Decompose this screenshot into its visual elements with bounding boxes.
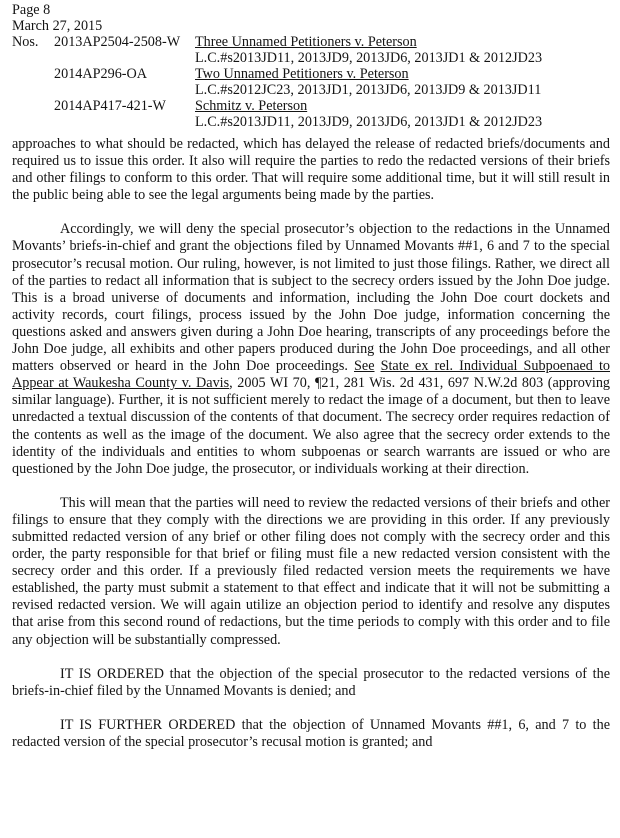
case-number: 2014AP417-421-W [54, 98, 166, 114]
lower-court-numbers: L.C.#s2013JD11, 2013JD9, 2013JD6, 2013JD1 & 2012JD23 [195, 50, 543, 66]
lower-court-numbers: L.C.#s2012JC23, 2013JD1, 2013JD6, 2013JD9 & 2013JD11 [195, 82, 542, 98]
paragraph-ruling [12, 221, 610, 477]
ruling-text: Accordingly, we will deny the special prosecutor’s objection to the redactions in the Unnamed Movants’ briefs-in-chief and grant the objections filed by Unnamed Movants ##1, 6 and 7 to the special prosecutor’s recusal motion. Our ruling, however, is not limited to just those filings. Rather, we direct all of the parties to redact all information that is subject to the secrecy orders issued by the John Doe judge. This is a broad universe of documents and information, including the John Doe court dockets and activity records, court filings, process issued by the John Doe judge, information concerning the questions asked and answers given during a John Doe hearing, transcripts of any proceedings before the John Doe judge, all exhibits and other papers produced during the John Doe proceedings, and all other matters observed or heard in the John Doe proceedings. [12, 221, 610, 375]
lower-court-numbers: L.C.#s2013JD11, 2013JD9, 2013JD6, 2013JD1 & 2012JD23 [195, 114, 543, 130]
case-number: 2013AP2504-2508-W [54, 34, 181, 50]
order-paragraph-1: IT IS ORDERED that the objection of the special prosecutor to the redacted versions of the briefs-in-chief filed by the Unnamed Movants is denied; and [12, 665, 610, 699]
document-body [12, 136, 610, 751]
case-title: Schmitz v. Peterson [195, 98, 308, 114]
order-paragraph-2: IT IS FURTHER ORDERED that the objection of Unnamed Movants ##1, 6, and 7 to the redacted version of the special prosecutor’s recusal motion is granted; and [12, 716, 610, 750]
paragraph-review: This will mean that the parties will need to review the redacted versions of their briefs and other filings to ensure that they comply with the directions we are providing in this order. If any previously submitted redacted version of any brief or other filing does not comply with the secrecy order and this order, the party responsible for that brief or filing must file a new redacted version consistent with the secrecy order and this order. If a previously filed redacted version meets the requirements we have established, the party must submit a statement to that effect and indicate that it will not be submitting a revised redacted version. We will again utilize an objection period to identify and resolve any disputes that arise from this second round of redactions, but the time periods to comply with this order and to file any objection will be substantially compressed. [12, 494, 610, 648]
case-title: Three Unnamed Petitioners v. Peterson [195, 34, 417, 50]
paragraph-continuation: approaches to what should be redacted, which has delayed the release of redacted briefs/documents and required us to issue this order. It also will require the parties to redo the redacted versions of their briefs and other filings to conform to this order. That will require some additional time, but it will still result in the public being able to see the legal arguments being made by the parties. [12, 136, 610, 204]
ruling-text-continued: , 2005 WI 70, ¶21, 281 Wis. 2d 431, 697 N.W.2d 803 (approving similar language). Further, it is not sufficient merely to redact the image of a document, but then to leave unredacted a textual discussion of the contents of that document. The secrecy order requires redaction of the contents as well as the image of the document. We also agree that the secrecy order extends to the identity of the individuals and entities to whom subpoenas or search warrants are issued or who are questioned by the John Doe judge, the prosecutor, or individuals working at their direction. [12, 375, 611, 477]
order-date: March 27, 2015 [12, 18, 103, 34]
case-caption [12, 34, 610, 130]
case-citation: State ex rel. Individual Subpoenaed to Appear at Waukesha County v. Davis [12, 358, 611, 392]
nos-label: Nos. [12, 34, 39, 50]
case-title: Two Unnamed Petitioners v. Peterson [195, 66, 409, 82]
page-number: Page 8 [12, 2, 51, 18]
document-header [12, 2, 610, 130]
citation-signal: See [354, 358, 375, 375]
case-number: 2014AP296-OA [54, 66, 148, 82]
